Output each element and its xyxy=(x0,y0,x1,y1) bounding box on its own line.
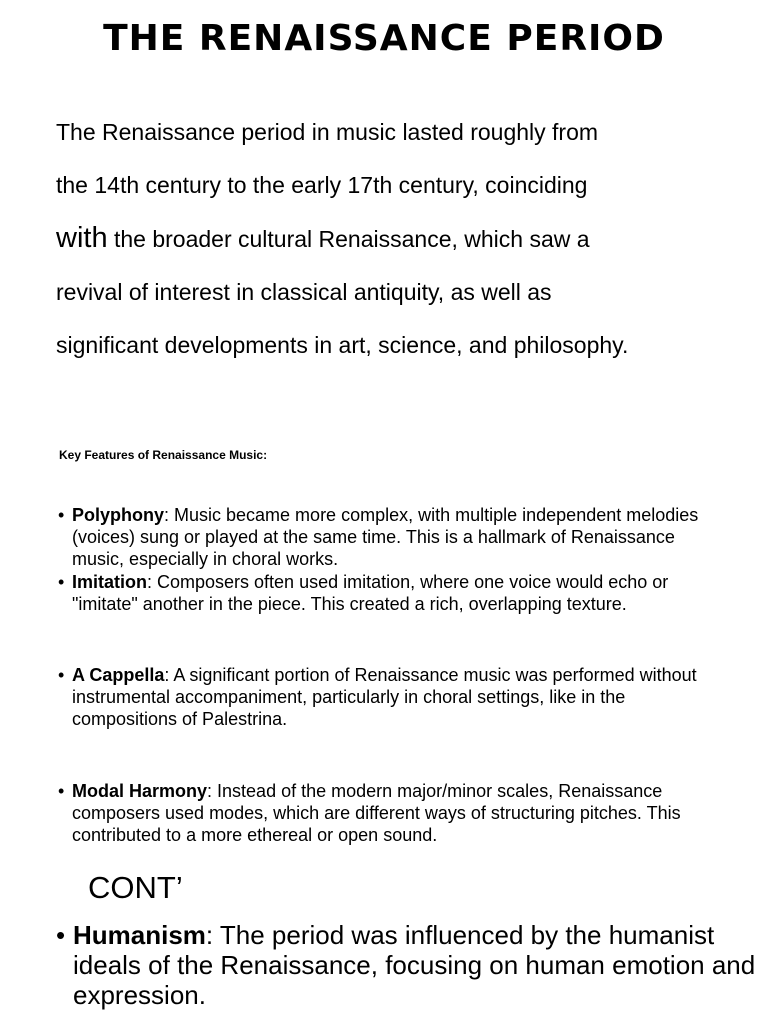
feature-text: : Instead of the modern major/minor scales, Renaissance composers used modes, which are different ways of structuring pitches. This contributed to a more ethereal or open sound. xyxy=(72,781,681,845)
feature-text: : Music became more complex, with multiple independent melodies (voices) sung or played at the same time. This is a hallmark of Renaissance music, especially in choral works. xyxy=(72,505,699,569)
intro-line-3 xyxy=(56,212,736,266)
bullet-dot: • xyxy=(58,505,65,525)
bullet-dot: • xyxy=(58,572,65,592)
intro-line-5: significant developments in art, science, and philosophy. xyxy=(56,332,629,358)
intro-line-1: The Renaissance period in music lasted roughly from xyxy=(56,119,599,145)
feature-term: Imitation xyxy=(72,572,147,592)
key-features-heading: Key Features of Renaissance Music: xyxy=(59,448,268,462)
continued-label: CONT’ xyxy=(88,870,183,905)
feature-text: : A significant portion of Renaissance music was performed without instrumental accompaniment, particularly in choral settings, like in the compositions of Palestrina. xyxy=(72,665,697,729)
feature-bullet-a-cappella xyxy=(58,664,713,730)
intro-line-4: revival of interest in classical antiquity, as well as xyxy=(56,279,552,305)
feature-bullet-modal-harmony xyxy=(58,780,738,846)
page-title: THE RENAISSANCE PERIOD xyxy=(103,18,665,59)
bullet-dot: • xyxy=(56,920,66,950)
feature-bullet-imitation xyxy=(58,571,713,615)
intro-line-2: the 14th century to the early 17th century, coinciding xyxy=(56,172,588,198)
feature-term: Humanism xyxy=(73,920,206,950)
intro-large-word: with xyxy=(56,222,108,254)
feature-bullet-humanism xyxy=(56,920,756,1010)
feature-term: Polyphony xyxy=(72,505,165,525)
feature-text: : Composers often used imitation, where one voice would echo or "imitate" another in the piece. This created a rich, overlapping texture. xyxy=(72,572,669,614)
feature-text: : The period was influenced by the humanist ideals of the Renaissance, focusing on human emotion and expression. xyxy=(73,920,756,1010)
intro-paragraph xyxy=(56,106,736,372)
intro-line-3-rest: the broader cultural Renaissance, which saw a xyxy=(107,226,590,252)
bullet-dot: • xyxy=(58,781,65,801)
feature-term: Modal Harmony xyxy=(72,781,208,801)
bullet-dot: • xyxy=(58,665,65,685)
feature-term: A Cappella xyxy=(72,665,165,685)
feature-bullet-polyphony xyxy=(58,504,713,570)
